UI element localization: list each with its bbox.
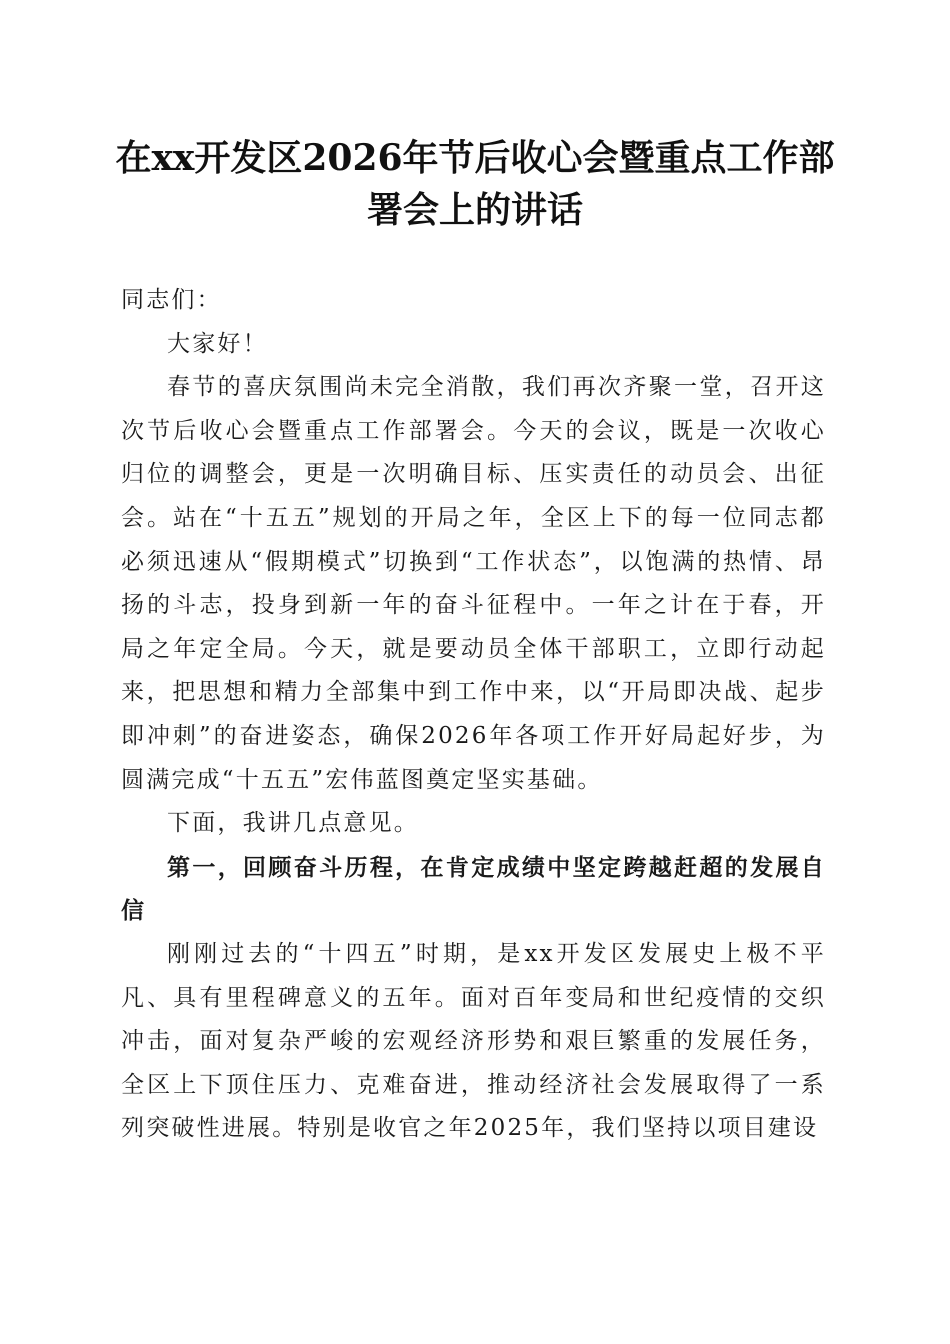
paragraph-opening: 春节的喜庆氛围尚未完全消散，我们再次齐聚一堂，召开这次节后收心会暨重点工作部署会。今天的会议，既是一次收心归位的调整会，更是一次明确目标、压实责任的动员会、出征会。站在“十五五”规划的开局之年，全区上下的每一位同志都必须迅速从“假期模式”切换到“工作状态”，以饱满的热情、昂扬的斗志，投身到新一年的奋斗征程中。一年之计在于春，开局之年定全局。今天，就是要动员全体干部职工，立即行动起来，把思想和精力全部集中到工作中来，以“开局即决战、起步即冲刺”的奋进姿态，确保2026年各项工作开好局起好步，为圆满完成“十五五”宏伟蓝图奠定坚实基础。 [121, 374, 826, 793]
title-line-2: 署会上的讲话 [366, 189, 583, 231]
document-title [110, 132, 840, 236]
section-heading-1: 第一，回顾奋斗历程，在肯定成绩中坚定跨越赶超的发展自信 [121, 853, 826, 925]
greeting: 大家好！ [167, 330, 268, 357]
salutation: 同志们： [121, 287, 222, 313]
document-body [121, 279, 826, 1151]
title-line-1: 在xx开发区2026年节后收心会暨重点工作部 [115, 137, 835, 179]
paragraph-transition: 下面，我讲几点意见。 [167, 810, 419, 837]
paragraph-review: 刚刚过去的“十四五”时期，是xx开发区发展史上极不平凡、具有里程碑意义的五年。面对百年变局和世纪疫情的交织冲击，面对复杂严峻的宏观经济形势和艰巨繁重的发展任务，全区上下顶住压力、克难奋进，推动经济社会发展取得了一系列突破性进展。特别是收官之年2025年，我们坚持以项目建设 [121, 940, 826, 1142]
